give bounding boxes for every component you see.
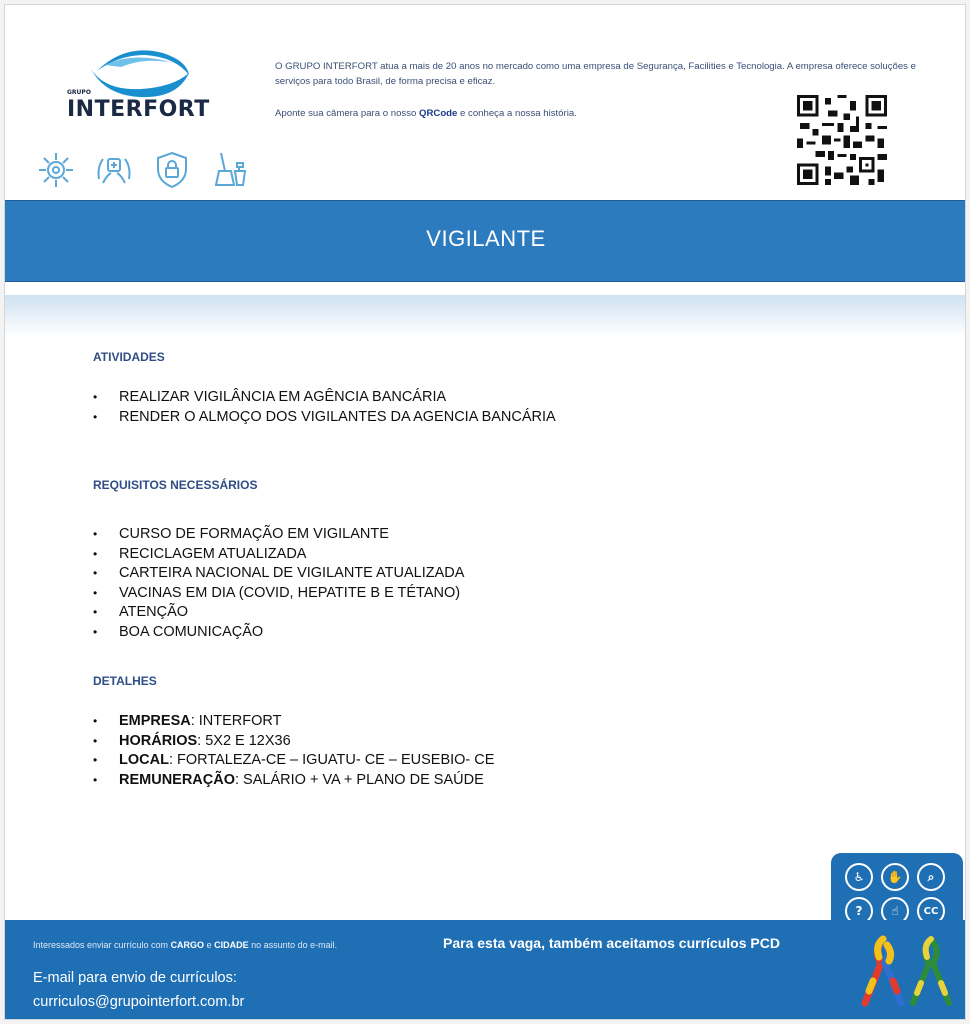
send-instructions (33, 940, 337, 950)
security-shield-icon (151, 149, 193, 191)
touch-icon: ☝ (881, 897, 909, 925)
hand-icon: ✋ (881, 863, 909, 891)
technology-icon (35, 149, 77, 191)
logo-grupo-text: GRUPO (67, 89, 91, 96)
detail-value: : INTERFORT (190, 713, 282, 729)
send-text: e (204, 940, 215, 950)
list-item: • RECICLAGEM ATUALIZADA (93, 545, 464, 565)
detail-label: HORÁRIOS (119, 732, 198, 749)
detail-value: : SALÁRIO + VA + PLANO DE SAÚDE (235, 771, 484, 788)
send-text: no assunto do e-mail. (248, 940, 338, 950)
cleaning-icon (209, 149, 251, 191)
send-text: Interessados enviar currículo com (33, 940, 171, 950)
list-item: • VACINAS EM DIA (COVID, HEPATITE B E TÉTANO) (93, 584, 464, 604)
detail-item-remuneracao (93, 771, 494, 791)
qrcode-text-bold: QRCode (419, 108, 458, 119)
logo-wordmark: INTERFORT (67, 97, 210, 122)
title-band (5, 200, 966, 282)
list-item: • RENDER O ALMOÇO DOS VIGILANTES DA AGENCIA BANCÁRIA (93, 408, 556, 428)
job-title: VIGILANTE (426, 226, 546, 251)
section-heading-requisitos: REQUISITOS NECESSÁRIOS (93, 478, 258, 492)
qrcode-text-before: Aponte sua câmera para o nosso (275, 108, 419, 119)
awareness-ribbons-icon (853, 931, 957, 1011)
list-item: • CURSO DE FORMAÇÃO EM VIGILANTE (93, 525, 464, 545)
list-item: • ATENÇÃO (93, 603, 464, 623)
detail-item-local (93, 751, 494, 771)
list-item: • BOA COMUNICAÇÃO (93, 623, 464, 643)
section-heading-atividades: ATIVIDADES (93, 350, 165, 364)
band-fade (5, 295, 966, 337)
detail-value: : FORTALEZA-CE – IGUATU- CE – EUSEBIO- CE (168, 752, 495, 768)
email-label: E-mail para envio de currículos: (33, 970, 237, 986)
detail-item-empresa (93, 712, 494, 732)
detail-label: REMUNERAÇÃO (119, 771, 235, 788)
detail-label: EMPRESA (119, 713, 191, 729)
section-heading-detalhes: DETALHES (93, 674, 157, 688)
wheelchair-icon: ♿ (845, 863, 873, 891)
hands-care-icon (93, 149, 135, 191)
atividades-list (93, 388, 556, 427)
job-posting-page (4, 4, 966, 1020)
company-intro: O GRUPO INTERFORT atua a mais de 20 anos no mercado como uma empresa de Segurança, Facilities e Tecnologia. A empresa oferece soluções e serviços para todo Brasil, de forma precisa e eficaz. (275, 61, 916, 87)
qr-code[interactable] (797, 95, 887, 185)
service-icons (35, 149, 251, 191)
email-link[interactable]: curriculos@grupointerfort.com.br (33, 994, 245, 1010)
detail-item-horarios (93, 732, 494, 752)
list-item: • CARTEIRA NACIONAL DE VIGILANTE ATUALIZADA (93, 564, 464, 584)
detail-value: : 5X2 E 12X36 (197, 732, 291, 749)
pcd-notice: Para esta vaga, também aceitamos currículos PCD (443, 935, 780, 951)
footer (5, 920, 966, 1020)
qrcode-text-after: e conheça a nossa história. (457, 108, 577, 119)
send-bold-cidade: CIDADE (214, 940, 249, 950)
detail-label: LOCAL (119, 752, 169, 768)
hearing-icon: ? (845, 897, 873, 925)
magnifier-icon: ⌕ (917, 863, 945, 891)
list-item: • REALIZAR VIGILÂNCIA EM AGÊNCIA BANCÁRIA (93, 388, 556, 408)
send-bold-cargo: CARGO (170, 940, 205, 950)
closed-caption-icon: CC (917, 897, 945, 925)
requisitos-list (93, 525, 464, 642)
qrcode-instruction (275, 108, 577, 119)
detalhes-list (93, 712, 494, 790)
